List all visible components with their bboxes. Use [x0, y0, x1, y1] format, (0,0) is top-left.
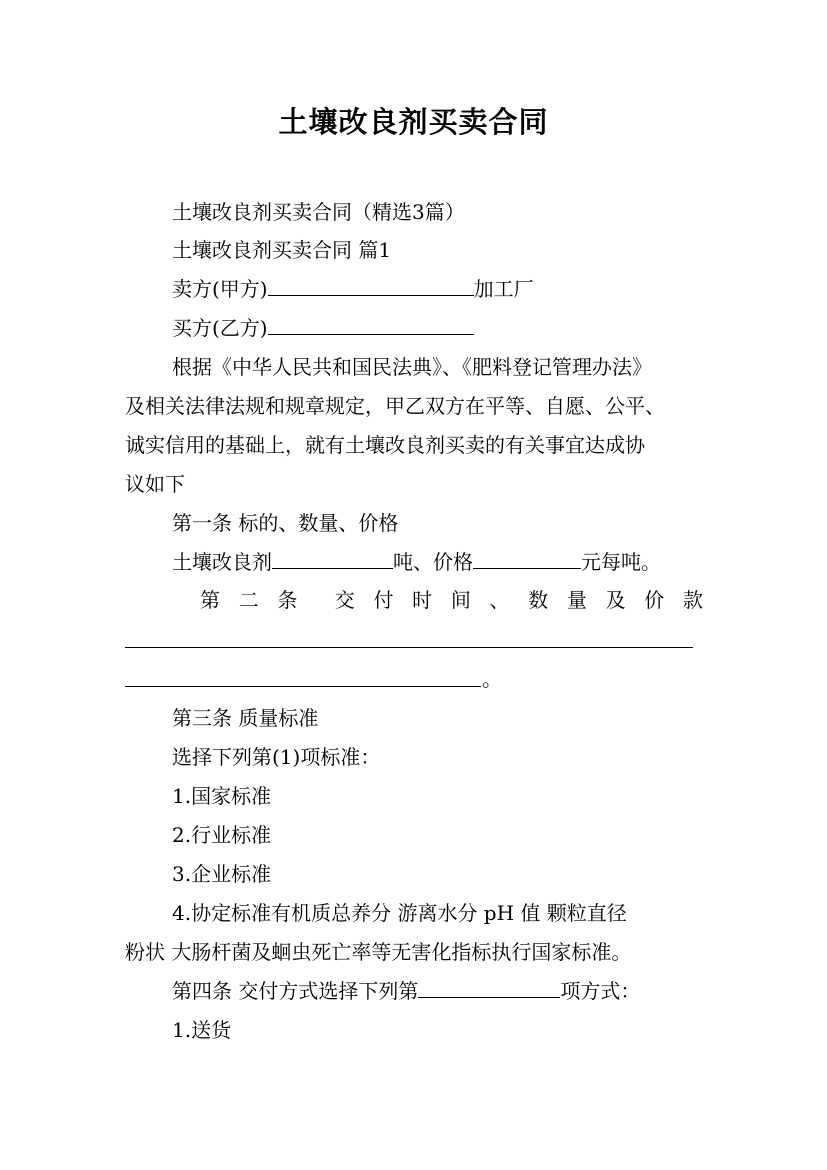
- article-2-char: 二: [238, 588, 259, 612]
- article-1-item: [172, 548, 661, 576]
- seller-line: [172, 275, 534, 303]
- article-2-blank-line-2: [125, 686, 481, 687]
- standard-option-4-line-2: 粉状 大肠杆菌及蛔虫死亡率等无害化指标执行国家标准。: [125, 940, 632, 964]
- article-2-title: [200, 586, 703, 614]
- article-2-char: 及: [605, 588, 626, 612]
- article-3-select: 选择下列第(1)项标准：: [172, 745, 381, 769]
- preamble-line-4: 议如下: [125, 472, 185, 496]
- article-2-char: 付: [373, 588, 394, 612]
- section-heading: 土壤改良剂买卖合同 篇1: [172, 238, 392, 262]
- buyer-label: 买方(乙方): [172, 316, 268, 340]
- standard-option-4-line-1: 4.协定标准有机质总养分 游离水分 pH 值 颗粒直径: [172, 901, 627, 925]
- article-2-char: 第: [200, 588, 220, 612]
- article-4-prefix: 第四条 交付方式选择下列第: [172, 979, 419, 1003]
- preamble-line-2: 及相关法律法规和规章规定，甲乙双方在平等、自愿、公平、: [125, 394, 665, 418]
- buyer-blank: [268, 314, 474, 335]
- article-2-char: 数: [528, 588, 549, 612]
- standard-option-3: 3.企业标准: [172, 862, 272, 886]
- delivery-option-1: 1.送货: [172, 1018, 232, 1042]
- article-2-char: 量: [566, 588, 587, 612]
- article-1-title: 第一条 标的、数量、价格: [172, 511, 399, 535]
- delivery-method-blank: [418, 977, 560, 998]
- article-2-blank-line-1: [125, 647, 693, 648]
- article-3-title: 第三条 质量标准: [172, 706, 319, 730]
- article-2-char: 交: [334, 588, 355, 612]
- article-4-suffix: 项方式：: [560, 979, 641, 1003]
- preamble-line-3: 诚实信用的基础上，就有土壤改良剂买卖的有关事宜达成协: [125, 433, 645, 457]
- article-2-char: 间: [450, 588, 471, 612]
- article-1-item-name: 土壤改良剂: [172, 550, 272, 574]
- standard-option-1: 1.国家标准: [172, 784, 272, 808]
- article-2-char: 款: [682, 588, 703, 612]
- buyer-line: [172, 314, 474, 342]
- quantity-blank: [272, 548, 393, 569]
- article-2-char: 条: [277, 588, 298, 612]
- standard-option-2: 2.行业标准: [172, 823, 272, 847]
- article-4-title: [172, 977, 640, 1005]
- article-2-end: 。: [482, 667, 502, 691]
- seller-label: 卖方(甲方): [172, 277, 268, 301]
- price-blank: [473, 548, 581, 569]
- page-title: 土壤改良剂买卖合同: [278, 105, 549, 139]
- document-subtitle: 土壤改良剂买卖合同（精选3篇）: [172, 200, 465, 224]
- article-1-tons: 吨、价格: [393, 550, 473, 574]
- seller-suffix: 加工厂: [473, 277, 534, 301]
- article-2-char: 价: [644, 588, 665, 612]
- article-2-char: 、: [489, 588, 510, 612]
- article-1-unit: 元每吨。: [581, 550, 661, 574]
- seller-blank: [268, 275, 474, 296]
- preamble-line-1: 根据《中华人民共和国民法典》、《肥料登记管理办法》: [172, 355, 652, 379]
- article-2-char: 时: [412, 588, 433, 612]
